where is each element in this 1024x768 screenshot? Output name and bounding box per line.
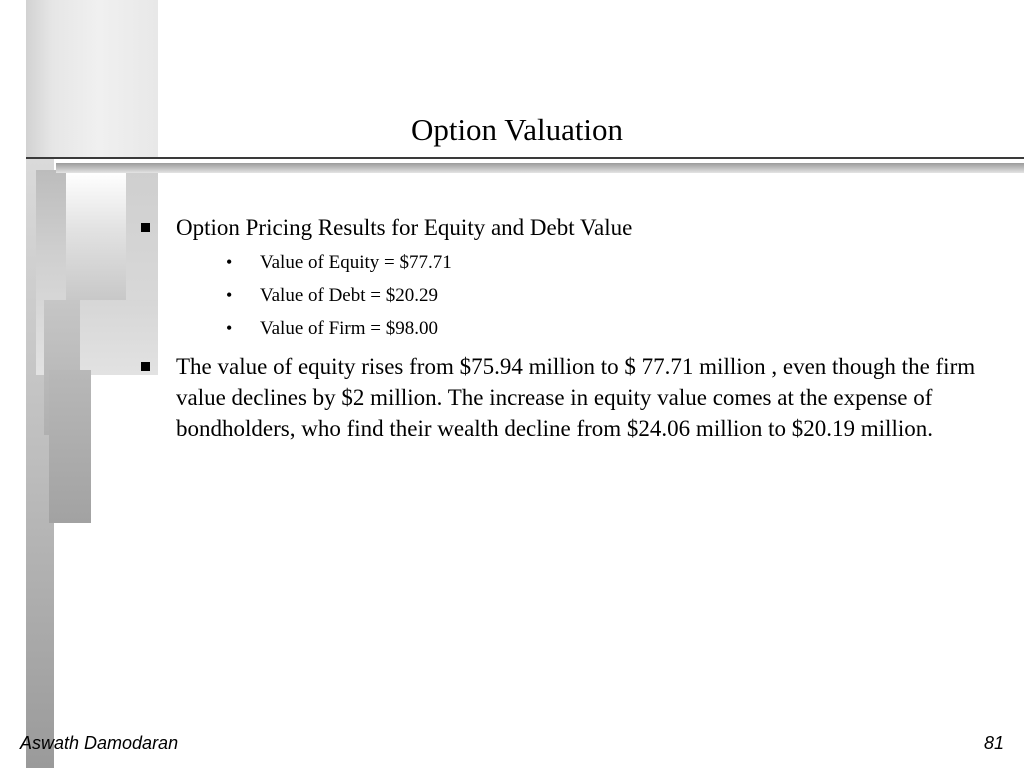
dot-bullet-icon: • [226, 285, 233, 305]
bullet-text: The value of equity rises from $75.94 million to $ 77.71 million , even though the firm value declines by $2 million. The increase in equity value comes at the expense of bondholders, who find their wealth decline from $24.06 million to $20.19 million. [176, 354, 976, 441]
square-bullet-icon [141, 223, 150, 232]
page-number: 81 [983, 733, 1004, 753]
sub-bullet-item [176, 246, 998, 279]
slide-content [138, 212, 998, 444]
footer-author: Aswath Damodaran [20, 733, 179, 753]
sub-bullet-item [176, 279, 998, 312]
sub-bullet-item [176, 312, 998, 345]
sub-bullet-text: Value of Firm = $98.00 [260, 318, 439, 339]
slide-title: Option Valuation [410, 112, 624, 147]
decorative-bar [26, 0, 158, 158]
bullet-text: Option Pricing Results for Equity and Debt Value [176, 215, 633, 240]
title-divider-shadow [56, 163, 1024, 173]
square-bullet-icon [141, 362, 150, 371]
sub-bullet-text: Value of Equity = $77.71 [260, 252, 452, 273]
bullet-item [138, 212, 998, 345]
dot-bullet-icon: • [226, 252, 233, 272]
decorative-bar [66, 172, 126, 300]
dot-bullet-icon: • [226, 318, 233, 338]
sub-bullet-text: Value of Debt = $20.29 [260, 285, 438, 306]
sub-bullet-list [176, 246, 998, 345]
title-divider [26, 157, 1024, 159]
bullet-item [138, 351, 996, 444]
decorative-bar [49, 370, 91, 523]
